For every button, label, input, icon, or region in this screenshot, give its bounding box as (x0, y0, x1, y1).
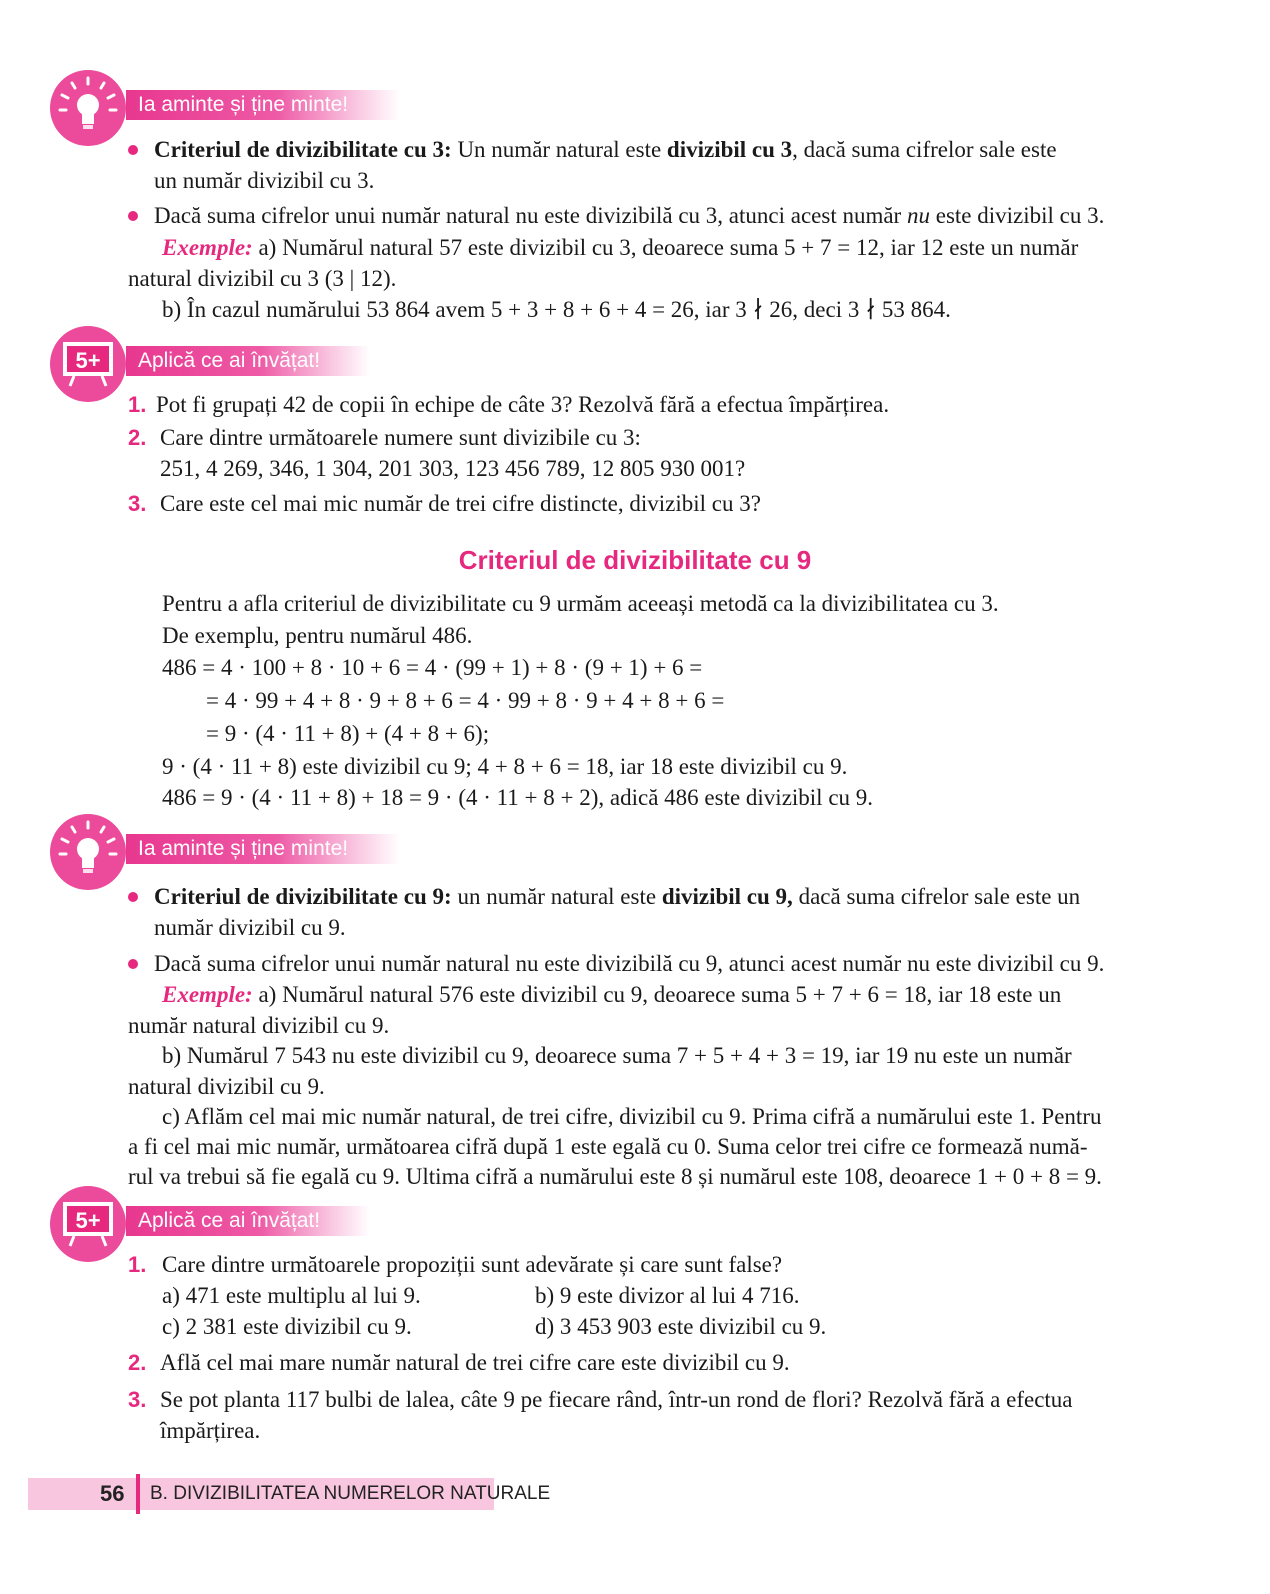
remember-banner (126, 834, 400, 864)
exercise-3: Se pot planta 117 bulbi de lalea, câte 9 pe fiecare rând, într-un rond de flori? Rezolvă fără a efectua (160, 1387, 1073, 1412)
exercise-number: 3. (128, 491, 147, 516)
exercise-1: Pot fi grupați 42 de copii în echipe de câte 3? Rezolvă fără a efectua împărțirea. (156, 392, 890, 417)
exercise-3: Care este cel mai mic număr de trei cifre distincte, divizibil cu 3? (160, 491, 761, 516)
example-9a-line2: număr natural divizibil cu 9. (128, 1013, 390, 1038)
apply-banner (126, 1206, 370, 1236)
math-line: = 4 · 99 + 4 + 8 · 9 + 8 + 6 = 4 · 99 + 8 · 9 + 4 + 8 + 6 = (206, 688, 725, 713)
option-b: b) 9 este divizor al lui 4 716. (535, 1283, 800, 1308)
exercise-2: Află cel mai mare număr natural de trei cifre care este divizibil cu 9. (160, 1350, 790, 1375)
exercise-2-numbers: 251, 4 269, 346, 1 304, 201 303, 123 456 789, 12 805 930 001? (160, 456, 746, 481)
board-icon (50, 1186, 126, 1262)
svg-text:5+: 5+ (75, 348, 101, 373)
math-line: 486 = 9 · (4 · 11 + 8) + 18 = 9 · (4 · 11 + 8 + 2), adică 486 este divizibil cu 9. (162, 785, 874, 810)
apply-badge (50, 326, 126, 402)
rule-9-line2: număr divizibil cu 9. (154, 915, 346, 940)
lightbulb-badge (50, 70, 126, 146)
apply-banner-label: Aplică ce ai învățat! (138, 1209, 321, 1232)
exercise-number: 1. (128, 392, 147, 417)
option-c: c) 2 381 este divizibil cu 9. (162, 1314, 412, 1339)
example-9c-line2: a fi cel mai mic număr, următoarea cifră după 1 este egală cu 0. Suma celor trei cifre ce formează numă- (128, 1134, 1088, 1159)
math-line: = 9 · (4 · 11 + 8) + (4 + 8 + 6); (206, 721, 490, 746)
footer-divider (136, 1474, 140, 1514)
bullet (128, 145, 138, 155)
bullet (128, 959, 138, 969)
page-number: 56 (100, 1481, 125, 1506)
rule-3-line2: un număr divizibil cu 3. (154, 168, 375, 193)
example-9c-line3: rul va trebui să fie egală cu 9. Ultima cifră a numărului este 8 și numărul este 108, deoarece 1 + 0 + 8 = 9. (128, 1164, 1102, 1189)
exercise-number: 2. (128, 1350, 147, 1375)
rule-9-negation: Dacă suma cifrelor unui număr natural nu este divizibilă cu 9, atunci acest număr nu este divizibil cu 9. (154, 951, 1105, 976)
example-9b-line2: natural divizibil cu 9. (128, 1074, 325, 1099)
apply-banner-label: Aplică ce ai învățat! (138, 349, 321, 372)
intro-paragraph: Pentru a afla criteriul de divizibilitate cu 9 urmăm aceeași metodă ca la divizibilitatea cu 3. (162, 591, 999, 616)
rule-3-line1: Criteriul de divizibilitate cu 3: Un număr natural este divizibil cu 3, dacă suma cifrelor sale este (154, 137, 1057, 162)
exercise-number: 1. (128, 1252, 147, 1277)
example-3a: Exemple: a) Numărul natural 57 este divizibil cu 3, deoarece suma 5 + 7 = 12, iar 12 este un număr (162, 235, 1079, 260)
chapter-title: B. DIVIZIBILITATEA NUMERELOR NATURALE (150, 1483, 551, 1504)
math-line: 9 · (4 · 11 + 8) este divizibil cu 9; 4 + 8 + 6 = 18, iar 18 este divizibil cu 9. (162, 754, 848, 779)
apply-badge (50, 1186, 126, 1262)
exercise-1: Care dintre următoarele propoziții sunt adevărate și care sunt false? (162, 1252, 783, 1277)
apply-banner (126, 346, 370, 376)
example-9c: c) Aflăm cel mai mic număr natural, de trei cifre, divizibil cu 9. Prima cifră a numărului este 1. Pentru (162, 1104, 1102, 1129)
remember-banner-label: Ia aminte și ține minte! (138, 837, 349, 860)
option-d: d) 3 453 903 este divizibil cu 9. (535, 1314, 827, 1339)
exercise-number: 2. (128, 425, 147, 450)
intro-example: De exemplu, pentru numărul 486. (162, 623, 473, 648)
example-3b: b) În cazul numărului 53 864 avem 5 + 3 + 8 + 6 + 4 = 26, iar 3 ∤ 26, deci 3 ∤ 53 864. (162, 297, 951, 322)
board-icon (50, 326, 126, 402)
rule-9-line1: Criteriul de divizibilitate cu 9: un număr natural este divizibil cu 9, dacă suma cifrelor sale este un (154, 884, 1081, 909)
bullet (128, 892, 138, 902)
remember-banner-label: Ia aminte și ține minte! (138, 93, 349, 116)
math-line: 486 = 4 · 100 + 8 · 10 + 6 = 4 · (99 + 1) + 8 · (9 + 1) + 6 = (162, 655, 703, 680)
lightbulb-icon (50, 814, 126, 890)
bullet (128, 211, 138, 221)
example-9b: b) Numărul 7 543 nu este divizibil cu 9, deoarece suma 7 + 5 + 4 + 3 = 19, iar 19 nu este un număr (162, 1043, 1072, 1068)
exercise-number: 3. (128, 1387, 147, 1412)
lightbulb-badge (50, 814, 126, 890)
exercise-3-line2: împărțirea. (160, 1418, 261, 1443)
rule-3-negation: Dacă suma cifrelor unui număr natural nu este divizibilă cu 3, atunci acest număr nu este divizibil cu 3. (154, 203, 1105, 228)
section-title: Criteriul de divizibilitate cu 9 (458, 545, 812, 575)
svg-text:5+: 5+ (75, 1208, 101, 1233)
exercise-2: Care dintre următoarele numere sunt divizibile cu 3: (160, 425, 641, 450)
example-9a: Exemple: a) Numărul natural 576 este divizibil cu 9, deoarece suma 5 + 7 + 6 = 18, iar 18 este un (162, 982, 1062, 1007)
example-3a-line2: natural divizibil cu 3 (3 | 12). (128, 266, 397, 291)
lightbulb-icon (50, 70, 126, 146)
option-a: a) 471 este multiplu al lui 9. (162, 1283, 421, 1308)
remember-banner (126, 90, 400, 120)
